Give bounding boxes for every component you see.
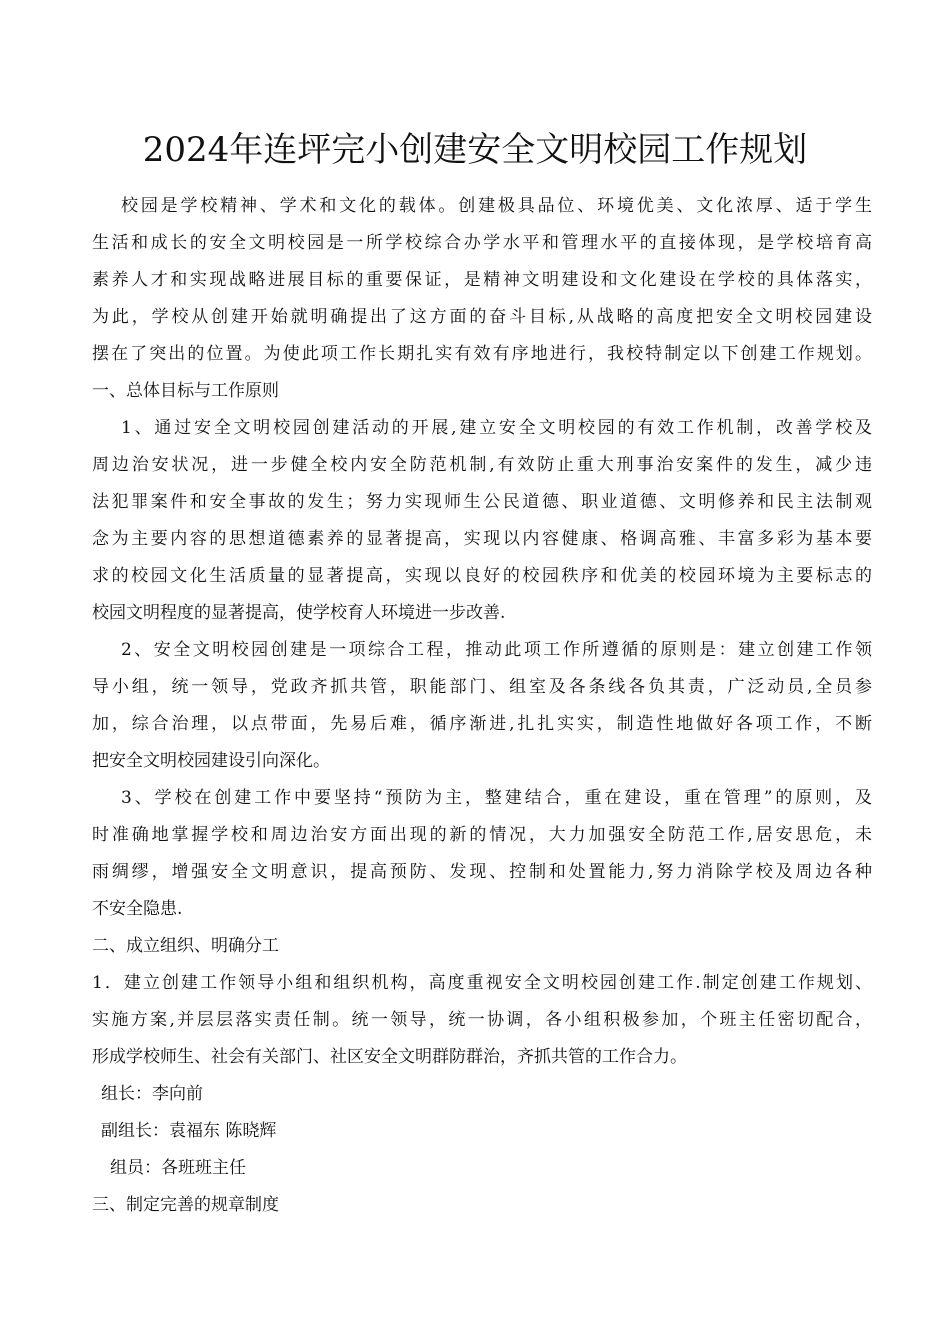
paragraph-line: 不安全隐患.: [92, 899, 183, 919]
paragraph-line: 念为主要内容的思想道德素养的显著提高，实现以内容健康、格调高雅、丰富多彩为基本要: [92, 529, 872, 549]
team-leader-line: 组长：李向前: [101, 1084, 203, 1104]
paragraph-line: 形成学校师生、社会有关部门、社区安全文明群防群治，齐抓共管的工作合力。: [92, 1047, 687, 1067]
paragraph-line: 摆在了突出的位置。为使此项工作长期扎实有效有序地进行，我校特制定以下创建工作规划。: [92, 344, 872, 364]
paragraph-line: 2、安全文明校园创建是一项综合工程，推动此项工作所遵循的原则是：建立创建工作领: [121, 640, 872, 660]
paragraph-line: 法犯罪案件和安全事故的发生；努力实现师生公民道德、职业道德、文明修养和民主法制观: [92, 492, 872, 512]
section-heading: 二、成立组织、明确分工: [92, 936, 279, 956]
paragraph-line: 校园文明程度的显著提高，使学校育人环境进一步改善.: [92, 603, 506, 623]
paragraph-line: 把安全文明校园建设引向深化。: [92, 751, 330, 771]
paragraph-line: 校园是学校精神、学术和文化的载体。创建极具品位、环境优美、文化浓厚、适于学生: [121, 196, 872, 216]
paragraph-line: 加，综合治理，以点带面，先易后难，循序渐进,扎扎实实，制造性地做好各项工作，不断: [92, 714, 872, 734]
team-deputy-line: 副组长：袁福东 陈晓辉: [101, 1121, 277, 1141]
section-heading: 三、制定完善的规章制度: [92, 1195, 279, 1215]
paragraph-line: 导小组，统一领导，党政齐抓共管，职能部门、组室及各条线各负其责，广泛动员,全员参: [92, 677, 872, 697]
paragraph-line: 3、学校在创建工作中要坚持“预防为主，整建结合，重在建设，重在管理”的原则，及: [121, 788, 872, 808]
paragraph-line: 求的校园文化生活质量的显著提高，实现以良好的校园秩序和优美的校园环境为主要标志的: [92, 566, 872, 586]
paragraph-line: 雨绸缪，增强安全文明意识，提高预防、发现、控制和处置能力,努力消除学校及周边各种: [92, 862, 872, 882]
document-body: [92, 188, 872, 1224]
section-heading: 一、总体目标与工作原则: [92, 381, 279, 401]
paragraph-line: 实施方案,并层层落实责任制。统一领导，统一协调，各小组积极参加，个班主任密切配合，: [92, 1010, 872, 1030]
paragraph-line: 1、通过安全文明校园创建活动的开展,建立安全文明校园的有效工作机制，改善学校及: [121, 418, 872, 438]
document-title: 2024年连坪完小创建安全文明校园工作规划: [142, 130, 808, 170]
paragraph-line: 素养人才和实现战略进展目标的重要保证，是精神文明建设和文化建设在学校的具体落实，: [92, 270, 872, 290]
paragraph-line: 1．建立创建工作领导小组和组织机构，高度重视安全文明校园创建工作.制定创建工作规划、: [92, 973, 872, 993]
paragraph-line: 时准确地掌握学校和周边治安方面出现的新的情况，大力加强安全防范工作,居安思危，未: [92, 825, 872, 845]
paragraph-line: 周边治安状况，进一步健全校内安全防范机制,有效防止重大刑事治安案件的发生，减少违: [92, 455, 872, 475]
paragraph-line: 生活和成长的安全文明校园是一所学校综合办学水平和管理水平的直接体现，是学校培育高: [92, 233, 872, 253]
paragraph-line: 为此，学校从创建开始就明确提出了这方面的奋斗目标,从战略的高度把安全文明校园建设: [92, 307, 872, 327]
team-members-line: 组员：各班班主任: [110, 1158, 246, 1178]
